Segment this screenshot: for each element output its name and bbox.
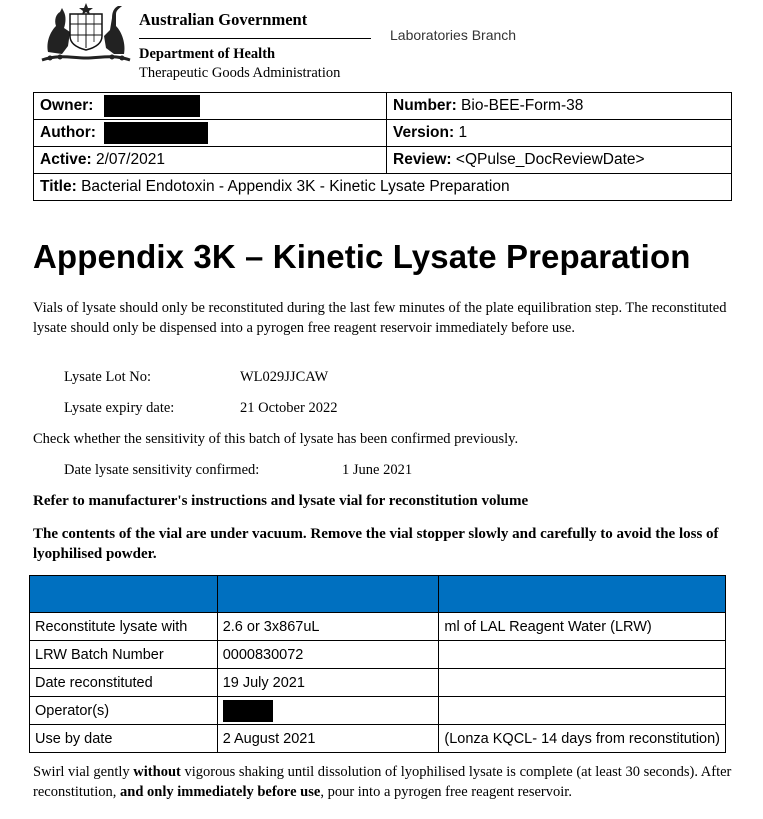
check-text: Check whether the sensitivity of this batch of lysate has been confirmed previously.: [33, 431, 519, 447]
coat-of-arms-logo: [40, 2, 132, 64]
author-redaction: [104, 122, 208, 144]
version-value: 1: [458, 124, 468, 141]
footer-emphasis: and only immediately before use: [120, 784, 321, 800]
footer-text: , pour into a pyrogen free reagent reservoir.: [320, 784, 572, 800]
active-label: Active:: [40, 151, 92, 168]
title-label: Title:: [40, 178, 77, 195]
header-cell: [217, 576, 439, 613]
reconstitution-table: [29, 575, 726, 753]
table-row: [34, 120, 732, 147]
owner-label: Owner:: [40, 97, 94, 115]
row-label: Use by date: [30, 725, 218, 753]
branch-name: Laboratories Branch: [390, 27, 517, 43]
table-row: [34, 93, 732, 120]
sensitivity-label: Date lysate sensitivity confirmed:: [64, 462, 260, 478]
row-note: [439, 641, 726, 669]
title-value: Bacterial Endotoxin - Appendix 3K - Kinetic Lysate Preparation: [81, 178, 510, 195]
page-title: Appendix 3K – Kinetic Lysate Preparation: [33, 238, 691, 275]
number-value: Bio-BEE-Form-38: [461, 97, 584, 114]
table-row: [34, 174, 732, 201]
table-row: [30, 697, 726, 725]
row-label: Reconstitute lysate with: [30, 613, 218, 641]
author-cell: [34, 120, 387, 147]
owner-redaction: [104, 95, 200, 117]
government-header: [139, 10, 379, 83]
row-value[interactable]: 2.6 or 3x867uL: [217, 613, 439, 641]
row-value[interactable]: 0000830072: [217, 641, 439, 669]
lot-label: Lysate Lot No:: [64, 369, 151, 385]
title-cell: [34, 174, 732, 201]
row-label: LRW Batch Number: [30, 641, 218, 669]
number-cell: [387, 93, 732, 120]
government-name: Australian Government: [139, 10, 308, 29]
intro-paragraph: Vials of lysate should only be reconstituted during the last few minutes of the plate equilibration step. The reconstituted lysate should only be dispensed into a pyrogen free reagent reservoir immediately before use.: [33, 300, 727, 336]
row-note: ml of LAL Reagent Water (LRW): [439, 613, 726, 641]
table-row: [34, 147, 732, 174]
table-row: [30, 669, 726, 697]
active-cell: [34, 147, 387, 174]
review-cell: [387, 147, 732, 174]
header-cell: [439, 576, 726, 613]
operator-redaction: [223, 700, 273, 722]
sensitivity-value: 1 June 2021: [342, 462, 413, 478]
footer-emphasis: without: [133, 764, 181, 780]
table-header-row: [30, 576, 726, 613]
expiry-value: 21 October 2022: [240, 400, 338, 416]
table-row: [30, 725, 726, 753]
row-value[interactable]: 2 August 2021: [217, 725, 439, 753]
row-label: Date reconstituted: [30, 669, 218, 697]
review-label: Review:: [393, 151, 452, 168]
header-cell: [30, 576, 218, 613]
author-label: Author:: [40, 124, 96, 142]
number-label: Number:: [393, 97, 457, 114]
owner-cell: [34, 93, 387, 120]
version-cell: [387, 120, 732, 147]
agency-name: Therapeutic Goods Administration: [139, 65, 341, 81]
row-note: [439, 697, 726, 725]
active-value: 2/07/2021: [96, 151, 165, 168]
department-name: Department of Health: [139, 46, 276, 62]
header-divider: [139, 38, 371, 39]
row-note: (Lonza KQCL- 14 days from reconstitution): [439, 725, 726, 753]
table-row: [30, 613, 726, 641]
footer-text: vigorous shaking until dissolution of lyophilised lysate is complete (at least 30 seconds). After reconstitution,: [33, 764, 732, 800]
document-meta-table: [33, 92, 732, 201]
row-value[interactable]: 19 July 2021: [217, 669, 439, 697]
lot-value: WL029JJCAW: [240, 369, 329, 385]
row-value[interactable]: [217, 697, 439, 725]
vacuum-warning: The contents of the vial are under vacuum. Remove the vial stopper slowly and carefully to avoid the loss of lyophilised powder.: [33, 526, 719, 562]
footer-instructions: [33, 762, 733, 802]
review-value: <QPulse_DocReviewDate>: [455, 151, 645, 168]
expiry-label: Lysate expiry date:: [64, 400, 175, 416]
refer-instructions: Refer to manufacturer's instructions and lysate vial for reconstitution volume: [33, 493, 529, 509]
table-row: [30, 641, 726, 669]
row-label: Operator(s): [30, 697, 218, 725]
row-note: [439, 669, 726, 697]
footer-text: Swirl vial gently: [33, 764, 134, 780]
version-label: Version:: [393, 124, 455, 141]
